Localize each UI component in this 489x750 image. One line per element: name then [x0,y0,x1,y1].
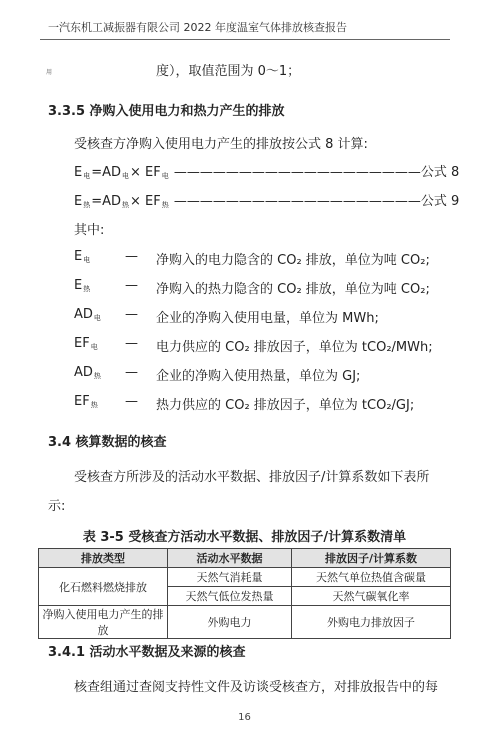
def-sym-text: E [74,278,83,293]
def-sym-text: EF [74,336,90,351]
def-dash: — [125,249,138,264]
def-sym [74,307,102,323]
def-sym-text: AD [74,365,93,380]
def-sym-text: E [74,249,83,264]
section-heading-3-3-5: 3.3.5 净购入使用电力和热力产生的排放 [48,104,285,119]
section-heading-3-4-1: 3.4.1 活动水平数据及来源的核查 [48,645,246,660]
table-cell: 净购入使用电力产生的排放 [39,606,168,639]
def-desc: 企业的净购入使用热量，单位为 GJ; [156,369,361,384]
def-dash: — [125,307,138,322]
continuation-fragment: 用 [46,69,53,76]
table-header-cell: 活动水平数据 [168,549,292,568]
def-sym-text: EF [74,394,90,409]
table-cell: 外购电力排放因子 [292,606,451,639]
where-label: 其中: [74,223,105,238]
table-row [39,568,451,587]
formula-9-e-sub: 热 [83,201,91,209]
def-sym-sub: 电 [83,256,91,264]
formula-8-e-sub: 电 [83,172,91,180]
table-header-cell: 排放类型 [39,549,168,568]
table-cell: 外购电力 [168,606,292,639]
formula-9-ad-sub: 热 [122,201,130,209]
def-desc: 净购入的电力隐含的 CO₂ 排放，单位为吨 CO₂; [156,253,430,268]
def-dash: — [125,278,138,293]
paragraph-line: 示: [48,499,66,514]
def-desc: 净购入的热力隐含的 CO₂ 排放，单位为吨 CO₂; [156,282,430,297]
def-sym [74,278,91,294]
page-number: 16 [238,712,251,723]
table-cell: 化石燃料燃烧排放 [39,568,168,606]
formula-8-label: ———————————————————公式 8 [173,165,460,180]
def-sym-text: AD [74,307,93,322]
section-heading-3-4: 3.4 核算数据的核查 [48,435,167,450]
def-desc: 热力供应的 CO₂ 排放因子，单位为 tCO₂/GJ; [156,398,415,413]
table-header-row [39,549,451,568]
def-sym [74,365,102,381]
def-sym-sub: 热 [90,401,98,409]
table-title: 表 3-5 受核查方活动水平数据、排放因子/计算系数清单 [82,530,407,545]
formula-8-times: × EF [130,165,161,180]
def-dash: — [125,336,138,351]
table-header-cell: 排放因子/计算系数 [292,549,451,568]
data-table [38,548,451,639]
paragraph-line: 受核查方所涉及的活动水平数据、排放因子/计算系数如下表所 [74,470,430,485]
table-row [39,606,451,639]
def-sym-sub: 电 [93,314,101,322]
def-desc: 企业的净购入使用电量，单位为 MWh; [156,311,379,326]
formula-9-ef-sub: 热 [161,201,169,209]
formula-9-label: ———————————————————公式 9 [173,194,460,209]
formula-8 [74,161,459,181]
formula-9 [74,190,459,210]
formula-8-ad-sub: 电 [122,172,130,180]
header-divider [40,39,450,40]
table-cell: 天然气单位热值含碳量 [292,568,451,587]
formula-9-eq: =AD [91,194,122,209]
table-cell: 天然气低位发热量 [168,587,292,606]
def-dash: — [125,365,138,380]
formula-9-times: × EF [130,194,161,209]
paragraph-intro: 受核查方净购入使用电力产生的排放按公式 8 计算: [74,137,368,152]
table-cell: 天然气碳氧化率 [292,587,451,606]
def-dash: — [125,394,138,409]
def-sym-sub: 热 [83,285,91,293]
def-desc: 电力供应的 CO₂ 排放因子，单位为 tCO₂/MWh; [156,340,433,355]
def-sym [74,394,99,410]
formula-8-ef-sub: 电 [161,172,169,180]
table-cell: 天然气消耗量 [168,568,292,587]
def-sym-sub: 电 [90,343,98,351]
def-sym [74,249,91,265]
formula-8-eq: =AD [91,165,122,180]
def-sym [74,336,99,352]
formula-9-e: E [74,194,83,209]
paragraph-line: 核查组通过查阅支持性文件及访谈受核查方，对排放报告中的每 [74,680,439,695]
continuation-text: 度），取值范围为 0～1； [156,64,301,79]
formula-8-e: E [74,165,83,180]
def-sym-sub: 热 [93,372,101,380]
page-header: 一汽东机工减振器有限公司 2022 年度温室气体排放核查报告 [48,21,347,34]
